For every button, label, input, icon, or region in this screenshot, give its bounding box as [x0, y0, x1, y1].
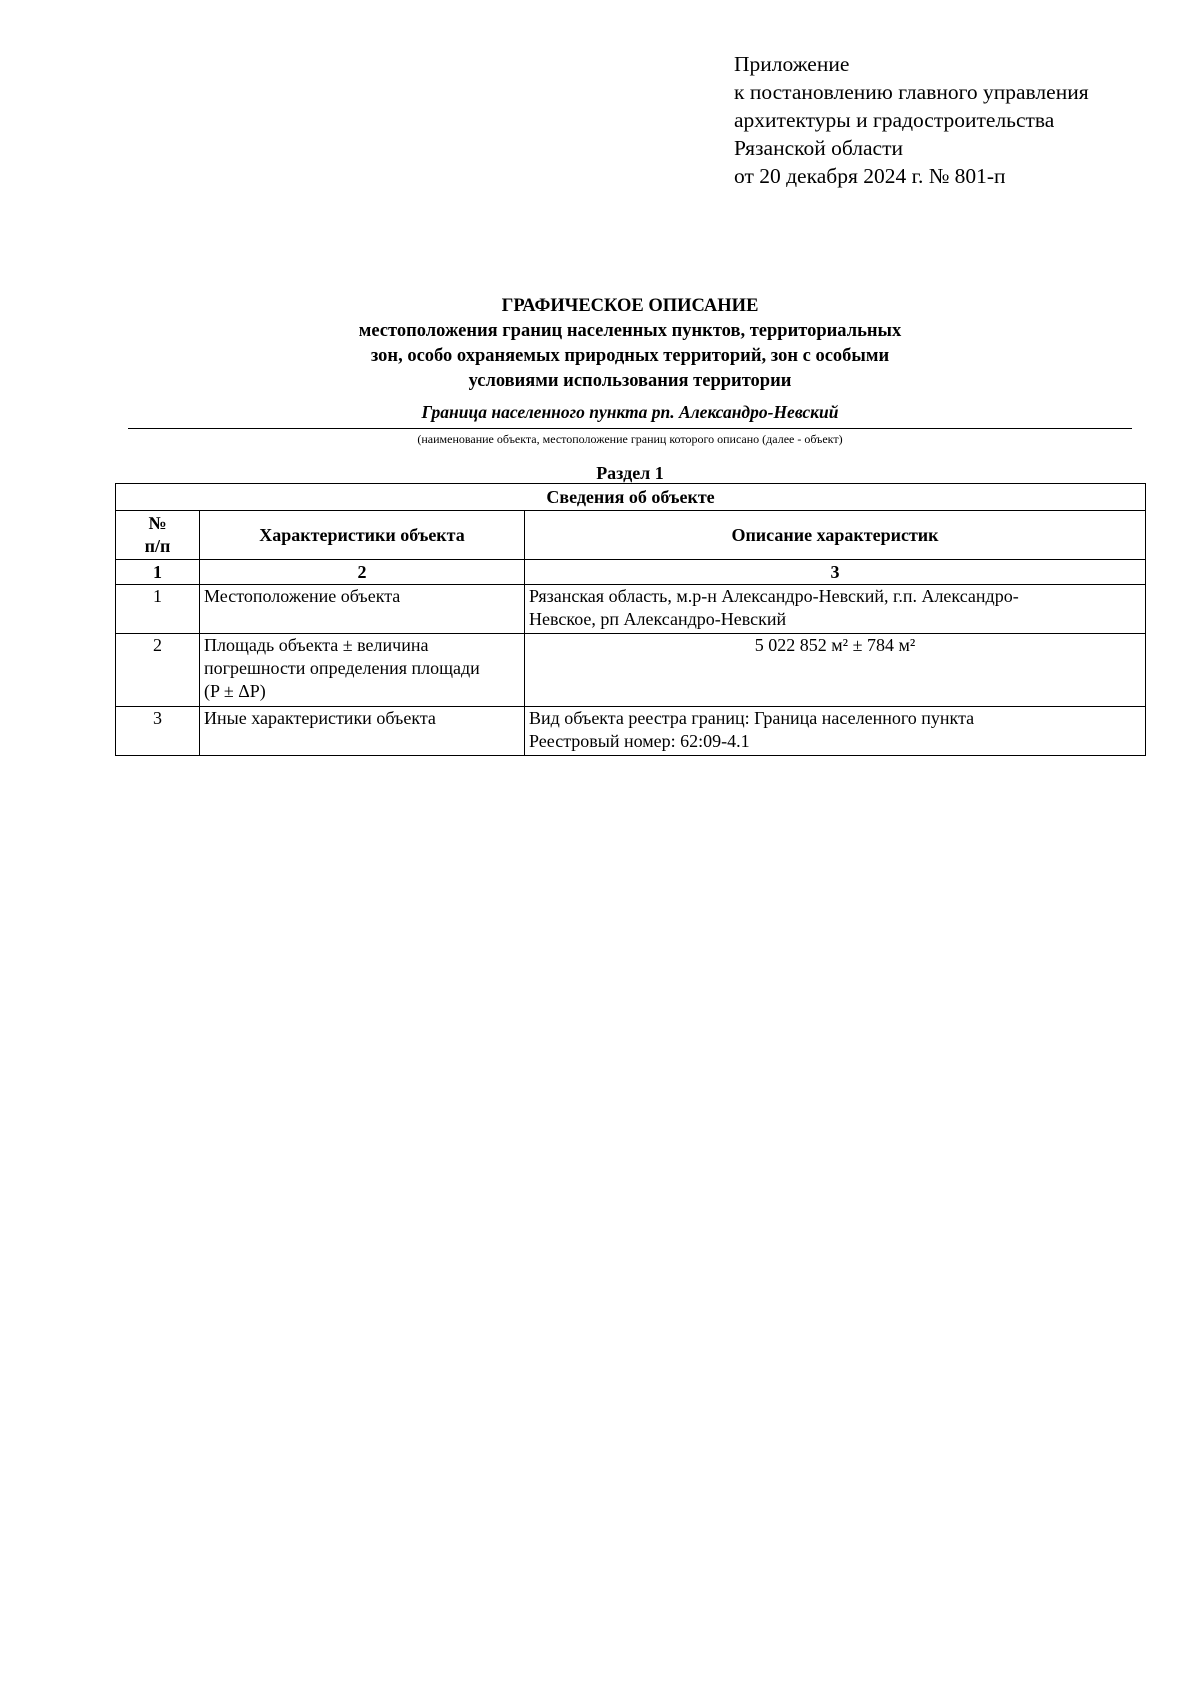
appendix-line: к постановлению главного управления	[734, 80, 1089, 104]
row-number: 2	[116, 634, 200, 707]
description-line: Рязанская область, м.р-н Александро-Невский, г.п. Александро-	[529, 586, 1019, 606]
appendix-line: Приложение	[734, 52, 850, 76]
header-num-line2: п/п	[144, 536, 171, 556]
appendix-line: Рязанской области	[734, 136, 903, 160]
description-line: Невское, рп Александро-Невский	[529, 609, 787, 629]
table-row	[116, 585, 1146, 634]
table-row	[116, 634, 1146, 707]
object-name: Граница населенного пункта рп. Александро-Невский	[421, 402, 839, 422]
column-number: 3	[525, 560, 1146, 585]
row-number: 3	[116, 707, 200, 756]
table-caption-row	[116, 484, 1146, 511]
column-number-row	[116, 560, 1146, 585]
appendix-header	[734, 50, 1174, 190]
row-description: 5 022 852 м² ± 784 м²	[525, 634, 1146, 707]
header-characteristics: Характеристики объекта	[200, 511, 525, 560]
header-num-line1: №	[148, 513, 167, 533]
description-line: Вид объекта реестра границ: Граница населенного пункта	[529, 708, 975, 728]
object-info-table	[115, 483, 1146, 756]
characteristic-line: погрешности определения площади	[204, 658, 480, 678]
header-description: Описание характеристик	[525, 511, 1146, 560]
document-title	[0, 294, 1200, 394]
header-num	[116, 511, 200, 560]
table-caption: Сведения об объекте	[116, 484, 1146, 511]
section-title: Раздел 1	[596, 463, 664, 483]
row-characteristic	[200, 634, 525, 707]
characteristic-line: Площадь объекта ± величина	[204, 635, 429, 655]
title-line: условиями использования территории	[468, 371, 792, 391]
object-underline	[128, 428, 1132, 429]
title-heading: ГРАФИЧЕСКОЕ ОПИСАНИЕ	[501, 296, 759, 316]
description-line: Реестровый номер: 62:09-4.1	[529, 731, 750, 751]
row-characteristic: Иные характеристики объекта	[200, 707, 525, 756]
object-note: (наименование объекта, местоположение границ которого описано (далее - объект)	[417, 432, 843, 446]
title-line: зон, особо охраняемых природных территорий, зон с особыми	[370, 346, 890, 366]
title-line: местоположения границ населенных пунктов, территориальных	[358, 321, 902, 341]
row-characteristic: Местоположение объекта	[200, 585, 525, 634]
column-number: 2	[200, 560, 525, 585]
appendix-line: от 20 декабря 2024 г. № 801-п	[734, 164, 1006, 188]
column-number: 1	[116, 560, 200, 585]
table-header-row	[116, 511, 1146, 560]
table-row	[116, 707, 1146, 756]
appendix-line: архитектуры и градостроительства	[734, 108, 1055, 132]
row-number: 1	[116, 585, 200, 634]
row-description	[525, 707, 1146, 756]
characteristic-line: (P ± ΔP)	[204, 681, 266, 701]
row-description	[525, 585, 1146, 634]
